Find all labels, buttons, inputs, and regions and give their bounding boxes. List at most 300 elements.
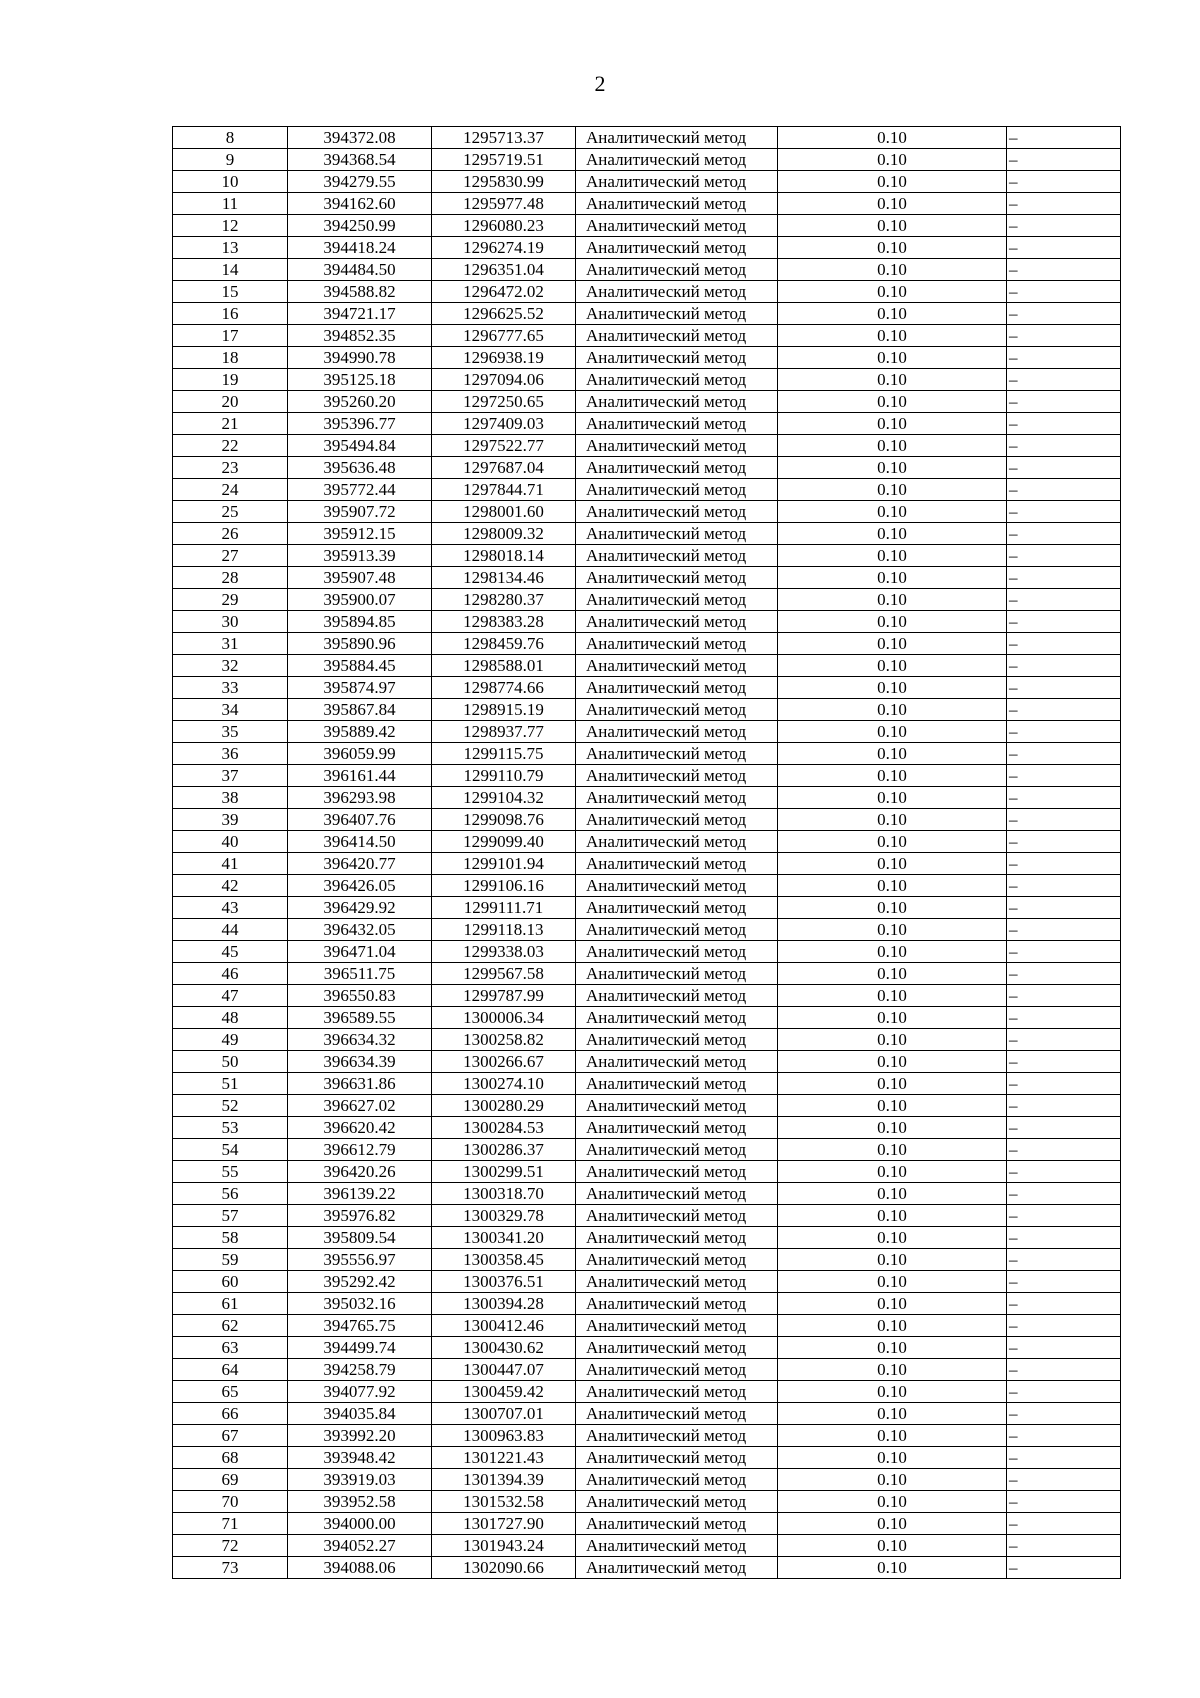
accuracy-cell: 0.10 [778, 1491, 1007, 1513]
accuracy-cell: 0.10 [778, 589, 1007, 611]
y-coordinate-cell: 1299101.94 [432, 853, 576, 875]
table-row [173, 963, 1121, 985]
accuracy-cell: 0.10 [778, 237, 1007, 259]
x-coordinate-cell: 396511.75 [288, 963, 432, 985]
accuracy-cell: 0.10 [778, 743, 1007, 765]
point-number-cell: 71 [173, 1513, 288, 1535]
table-row [173, 1095, 1121, 1117]
table-row [173, 523, 1121, 545]
x-coordinate-cell: 395889.42 [288, 721, 432, 743]
point-number-cell: 60 [173, 1271, 288, 1293]
point-number-cell: 50 [173, 1051, 288, 1073]
x-coordinate-cell: 393948.42 [288, 1447, 432, 1469]
x-coordinate-cell: 394250.99 [288, 215, 432, 237]
y-coordinate-cell: 1301727.90 [432, 1513, 576, 1535]
y-coordinate-cell: 1301221.43 [432, 1447, 576, 1469]
accuracy-cell: 0.10 [778, 1447, 1007, 1469]
method-cell: Аналитический метод [576, 193, 778, 215]
table-row [173, 545, 1121, 567]
x-coordinate-cell: 396631.86 [288, 1073, 432, 1095]
x-coordinate-cell: 394077.92 [288, 1381, 432, 1403]
note-cell: – [1007, 897, 1121, 919]
table-row [173, 1469, 1121, 1491]
method-cell: Аналитический метод [576, 127, 778, 149]
x-coordinate-cell: 394588.82 [288, 281, 432, 303]
y-coordinate-cell: 1298018.14 [432, 545, 576, 567]
y-coordinate-cell: 1296625.52 [432, 303, 576, 325]
table-row [173, 831, 1121, 853]
accuracy-cell: 0.10 [778, 875, 1007, 897]
point-number-cell: 68 [173, 1447, 288, 1469]
point-number-cell: 52 [173, 1095, 288, 1117]
note-cell: – [1007, 853, 1121, 875]
note-cell: – [1007, 699, 1121, 721]
method-cell: Аналитический метод [576, 963, 778, 985]
y-coordinate-cell: 1297844.71 [432, 479, 576, 501]
accuracy-cell: 0.10 [778, 435, 1007, 457]
note-cell: – [1007, 743, 1121, 765]
method-cell: Аналитический метод [576, 171, 778, 193]
method-cell: Аналитический метод [576, 1095, 778, 1117]
method-cell: Аналитический метод [576, 765, 778, 787]
point-number-cell: 12 [173, 215, 288, 237]
note-cell: – [1007, 1205, 1121, 1227]
x-coordinate-cell: 396620.42 [288, 1117, 432, 1139]
accuracy-cell: 0.10 [778, 985, 1007, 1007]
x-coordinate-cell: 396589.55 [288, 1007, 432, 1029]
method-cell: Аналитический метод [576, 655, 778, 677]
method-cell: Аналитический метод [576, 1425, 778, 1447]
note-cell: – [1007, 1139, 1121, 1161]
y-coordinate-cell: 1300329.78 [432, 1205, 576, 1227]
point-number-cell: 20 [173, 391, 288, 413]
x-coordinate-cell: 395556.97 [288, 1249, 432, 1271]
note-cell: – [1007, 281, 1121, 303]
y-coordinate-cell: 1301394.39 [432, 1469, 576, 1491]
y-coordinate-cell: 1297687.04 [432, 457, 576, 479]
note-cell: – [1007, 391, 1121, 413]
y-coordinate-cell: 1296472.02 [432, 281, 576, 303]
note-cell: – [1007, 611, 1121, 633]
method-cell: Аналитический метод [576, 1249, 778, 1271]
point-number-cell: 63 [173, 1337, 288, 1359]
accuracy-cell: 0.10 [778, 941, 1007, 963]
method-cell: Аналитический метод [576, 545, 778, 567]
accuracy-cell: 0.10 [778, 215, 1007, 237]
note-cell: – [1007, 457, 1121, 479]
accuracy-cell: 0.10 [778, 391, 1007, 413]
point-number-cell: 55 [173, 1161, 288, 1183]
point-number-cell: 44 [173, 919, 288, 941]
point-number-cell: 23 [173, 457, 288, 479]
x-coordinate-cell: 395894.85 [288, 611, 432, 633]
method-cell: Аналитический метод [576, 413, 778, 435]
note-cell: – [1007, 1073, 1121, 1095]
point-number-cell: 14 [173, 259, 288, 281]
method-cell: Аналитический метод [576, 1051, 778, 1073]
x-coordinate-cell: 395907.72 [288, 501, 432, 523]
note-cell: – [1007, 721, 1121, 743]
table-row [173, 1491, 1121, 1513]
point-number-cell: 57 [173, 1205, 288, 1227]
accuracy-cell: 0.10 [778, 1403, 1007, 1425]
table-row [173, 809, 1121, 831]
point-number-cell: 16 [173, 303, 288, 325]
note-cell: – [1007, 501, 1121, 523]
accuracy-cell: 0.10 [778, 259, 1007, 281]
point-number-cell: 19 [173, 369, 288, 391]
note-cell: – [1007, 1117, 1121, 1139]
accuracy-cell: 0.10 [778, 1139, 1007, 1161]
accuracy-cell: 0.10 [778, 413, 1007, 435]
note-cell: – [1007, 237, 1121, 259]
note-cell: – [1007, 919, 1121, 941]
accuracy-cell: 0.10 [778, 523, 1007, 545]
point-number-cell: 67 [173, 1425, 288, 1447]
note-cell: – [1007, 1359, 1121, 1381]
note-cell: – [1007, 1271, 1121, 1293]
method-cell: Аналитический метод [576, 1513, 778, 1535]
y-coordinate-cell: 1295719.51 [432, 149, 576, 171]
accuracy-cell: 0.10 [778, 809, 1007, 831]
table-row [173, 1381, 1121, 1403]
point-number-cell: 27 [173, 545, 288, 567]
point-number-cell: 13 [173, 237, 288, 259]
note-cell: – [1007, 1469, 1121, 1491]
x-coordinate-cell: 394035.84 [288, 1403, 432, 1425]
y-coordinate-cell: 1298001.60 [432, 501, 576, 523]
note-cell: – [1007, 589, 1121, 611]
table-row [173, 149, 1121, 171]
x-coordinate-cell: 396550.83 [288, 985, 432, 1007]
method-cell: Аналитический метод [576, 985, 778, 1007]
accuracy-cell: 0.10 [778, 193, 1007, 215]
table-row [173, 215, 1121, 237]
accuracy-cell: 0.10 [778, 325, 1007, 347]
table-row [173, 1271, 1121, 1293]
method-cell: Аналитический метод [576, 435, 778, 457]
table-row [173, 1029, 1121, 1051]
table-row [173, 1425, 1121, 1447]
accuracy-cell: 0.10 [778, 127, 1007, 149]
accuracy-cell: 0.10 [778, 1271, 1007, 1293]
accuracy-cell: 0.10 [778, 963, 1007, 985]
accuracy-cell: 0.10 [778, 1425, 1007, 1447]
note-cell: – [1007, 1447, 1121, 1469]
note-cell: – [1007, 215, 1121, 237]
note-cell: – [1007, 963, 1121, 985]
point-number-cell: 59 [173, 1249, 288, 1271]
method-cell: Аналитический метод [576, 369, 778, 391]
note-cell: – [1007, 677, 1121, 699]
accuracy-cell: 0.10 [778, 765, 1007, 787]
x-coordinate-cell: 396432.05 [288, 919, 432, 941]
note-cell: – [1007, 831, 1121, 853]
accuracy-cell: 0.10 [778, 281, 1007, 303]
point-number-cell: 43 [173, 897, 288, 919]
y-coordinate-cell: 1296274.19 [432, 237, 576, 259]
method-cell: Аналитический метод [576, 1271, 778, 1293]
x-coordinate-cell: 396139.22 [288, 1183, 432, 1205]
point-number-cell: 58 [173, 1227, 288, 1249]
accuracy-cell: 0.10 [778, 1381, 1007, 1403]
x-coordinate-cell: 395809.54 [288, 1227, 432, 1249]
table-row [173, 589, 1121, 611]
table-row [173, 787, 1121, 809]
note-cell: – [1007, 1183, 1121, 1205]
x-coordinate-cell: 394052.27 [288, 1535, 432, 1557]
accuracy-cell: 0.10 [778, 787, 1007, 809]
method-cell: Аналитический метод [576, 215, 778, 237]
table-row [173, 677, 1121, 699]
table-row [173, 1183, 1121, 1205]
point-number-cell: 22 [173, 435, 288, 457]
table-row [173, 1249, 1121, 1271]
method-cell: Аналитический метод [576, 699, 778, 721]
table-row [173, 1073, 1121, 1095]
table-row [173, 1293, 1121, 1315]
x-coordinate-cell: 394499.74 [288, 1337, 432, 1359]
point-number-cell: 8 [173, 127, 288, 149]
table-row [173, 1117, 1121, 1139]
table-row [173, 1315, 1121, 1337]
note-cell: – [1007, 1029, 1121, 1051]
table-row [173, 743, 1121, 765]
point-number-cell: 62 [173, 1315, 288, 1337]
method-cell: Аналитический метод [576, 1447, 778, 1469]
x-coordinate-cell: 396612.79 [288, 1139, 432, 1161]
accuracy-cell: 0.10 [778, 677, 1007, 699]
x-coordinate-cell: 396161.44 [288, 765, 432, 787]
x-coordinate-cell: 395494.84 [288, 435, 432, 457]
method-cell: Аналитический метод [576, 809, 778, 831]
accuracy-cell: 0.10 [778, 567, 1007, 589]
accuracy-cell: 0.10 [778, 1249, 1007, 1271]
x-coordinate-cell: 395867.84 [288, 699, 432, 721]
note-cell: – [1007, 1161, 1121, 1183]
method-cell: Аналитический метод [576, 589, 778, 611]
point-number-cell: 11 [173, 193, 288, 215]
note-cell: – [1007, 1315, 1121, 1337]
point-number-cell: 9 [173, 149, 288, 171]
accuracy-cell: 0.10 [778, 721, 1007, 743]
note-cell: – [1007, 809, 1121, 831]
table-row [173, 259, 1121, 281]
method-cell: Аналитический метод [576, 523, 778, 545]
table-row [173, 1161, 1121, 1183]
point-number-cell: 42 [173, 875, 288, 897]
accuracy-cell: 0.10 [778, 1535, 1007, 1557]
table-row [173, 391, 1121, 413]
table-row [173, 1403, 1121, 1425]
note-cell: – [1007, 127, 1121, 149]
accuracy-cell: 0.10 [778, 1337, 1007, 1359]
accuracy-cell: 0.10 [778, 1293, 1007, 1315]
y-coordinate-cell: 1300341.20 [432, 1227, 576, 1249]
method-cell: Аналитический метод [576, 567, 778, 589]
y-coordinate-cell: 1300459.42 [432, 1381, 576, 1403]
table-row [173, 237, 1121, 259]
y-coordinate-cell: 1296351.04 [432, 259, 576, 281]
method-cell: Аналитический метод [576, 721, 778, 743]
x-coordinate-cell: 396420.77 [288, 853, 432, 875]
y-coordinate-cell: 1299787.99 [432, 985, 576, 1007]
accuracy-cell: 0.10 [778, 1051, 1007, 1073]
y-coordinate-cell: 1295830.99 [432, 171, 576, 193]
point-number-cell: 30 [173, 611, 288, 633]
x-coordinate-cell: 394279.55 [288, 171, 432, 193]
point-number-cell: 25 [173, 501, 288, 523]
method-cell: Аналитический метод [576, 677, 778, 699]
x-coordinate-cell: 395396.77 [288, 413, 432, 435]
accuracy-cell: 0.10 [778, 1007, 1007, 1029]
y-coordinate-cell: 1300358.45 [432, 1249, 576, 1271]
y-coordinate-cell: 1299104.32 [432, 787, 576, 809]
table-row [173, 457, 1121, 479]
y-coordinate-cell: 1300412.46 [432, 1315, 576, 1337]
y-coordinate-cell: 1300284.53 [432, 1117, 576, 1139]
accuracy-cell: 0.10 [778, 457, 1007, 479]
note-cell: – [1007, 369, 1121, 391]
note-cell: – [1007, 1051, 1121, 1073]
method-cell: Аналитический метод [576, 281, 778, 303]
accuracy-cell: 0.10 [778, 699, 1007, 721]
point-number-cell: 28 [173, 567, 288, 589]
table-row [173, 479, 1121, 501]
method-cell: Аналитический метод [576, 897, 778, 919]
method-cell: Аналитический метод [576, 1117, 778, 1139]
table-row [173, 1205, 1121, 1227]
x-coordinate-cell: 396634.39 [288, 1051, 432, 1073]
x-coordinate-cell: 395032.16 [288, 1293, 432, 1315]
x-coordinate-cell: 394258.79 [288, 1359, 432, 1381]
y-coordinate-cell: 1300266.67 [432, 1051, 576, 1073]
accuracy-cell: 0.10 [778, 853, 1007, 875]
y-coordinate-cell: 1301532.58 [432, 1491, 576, 1513]
method-cell: Аналитический метод [576, 875, 778, 897]
x-coordinate-cell: 395907.48 [288, 567, 432, 589]
x-coordinate-cell: 395260.20 [288, 391, 432, 413]
x-coordinate-cell: 396426.05 [288, 875, 432, 897]
y-coordinate-cell: 1301943.24 [432, 1535, 576, 1557]
accuracy-cell: 0.10 [778, 1359, 1007, 1381]
y-coordinate-cell: 1300707.01 [432, 1403, 576, 1425]
point-number-cell: 56 [173, 1183, 288, 1205]
point-number-cell: 38 [173, 787, 288, 809]
y-coordinate-cell: 1297250.65 [432, 391, 576, 413]
x-coordinate-cell: 394162.60 [288, 193, 432, 215]
x-coordinate-cell: 396627.02 [288, 1095, 432, 1117]
point-number-cell: 37 [173, 765, 288, 787]
point-number-cell: 73 [173, 1557, 288, 1579]
point-number-cell: 45 [173, 941, 288, 963]
accuracy-cell: 0.10 [778, 1029, 1007, 1051]
note-cell: – [1007, 435, 1121, 457]
table-row [173, 1535, 1121, 1557]
point-number-cell: 65 [173, 1381, 288, 1403]
y-coordinate-cell: 1298588.01 [432, 655, 576, 677]
method-cell: Аналитический метод [576, 611, 778, 633]
table-row [173, 941, 1121, 963]
note-cell: – [1007, 413, 1121, 435]
point-number-cell: 40 [173, 831, 288, 853]
method-cell: Аналитический метод [576, 457, 778, 479]
y-coordinate-cell: 1298937.77 [432, 721, 576, 743]
note-cell: – [1007, 1513, 1121, 1535]
method-cell: Аналитический метод [576, 1183, 778, 1205]
point-number-cell: 66 [173, 1403, 288, 1425]
point-number-cell: 29 [173, 589, 288, 611]
point-number-cell: 24 [173, 479, 288, 501]
x-coordinate-cell: 394765.75 [288, 1315, 432, 1337]
point-number-cell: 64 [173, 1359, 288, 1381]
x-coordinate-cell: 394721.17 [288, 303, 432, 325]
method-cell: Аналитический метод [576, 149, 778, 171]
y-coordinate-cell: 1295977.48 [432, 193, 576, 215]
table-row [173, 1007, 1121, 1029]
method-cell: Аналитический метод [576, 237, 778, 259]
y-coordinate-cell: 1300394.28 [432, 1293, 576, 1315]
method-cell: Аналитический метод [576, 1469, 778, 1491]
note-cell: – [1007, 567, 1121, 589]
table-row [173, 1227, 1121, 1249]
table-row [173, 501, 1121, 523]
x-coordinate-cell: 395912.15 [288, 523, 432, 545]
note-cell: – [1007, 171, 1121, 193]
note-cell: – [1007, 303, 1121, 325]
table-row [173, 171, 1121, 193]
x-coordinate-cell: 394418.24 [288, 237, 432, 259]
x-coordinate-cell: 396414.50 [288, 831, 432, 853]
x-coordinate-cell: 396471.04 [288, 941, 432, 963]
accuracy-cell: 0.10 [778, 1513, 1007, 1535]
y-coordinate-cell: 1300006.34 [432, 1007, 576, 1029]
method-cell: Аналитический метод [576, 1403, 778, 1425]
method-cell: Аналитический метод [576, 1161, 778, 1183]
accuracy-cell: 0.10 [778, 501, 1007, 523]
x-coordinate-cell: 395292.42 [288, 1271, 432, 1293]
note-cell: – [1007, 1227, 1121, 1249]
point-number-cell: 18 [173, 347, 288, 369]
accuracy-cell: 0.10 [778, 1557, 1007, 1579]
method-cell: Аналитический метод [576, 1491, 778, 1513]
note-cell: – [1007, 985, 1121, 1007]
y-coordinate-cell: 1298280.37 [432, 589, 576, 611]
x-coordinate-cell: 394852.35 [288, 325, 432, 347]
x-coordinate-cell: 393919.03 [288, 1469, 432, 1491]
y-coordinate-cell: 1300299.51 [432, 1161, 576, 1183]
accuracy-cell: 0.10 [778, 1183, 1007, 1205]
table-row [173, 721, 1121, 743]
x-coordinate-cell: 395913.39 [288, 545, 432, 567]
x-coordinate-cell: 395874.97 [288, 677, 432, 699]
accuracy-cell: 0.10 [778, 1469, 1007, 1491]
note-cell: – [1007, 1491, 1121, 1513]
x-coordinate-cell: 394372.08 [288, 127, 432, 149]
table-row [173, 919, 1121, 941]
x-coordinate-cell: 395976.82 [288, 1205, 432, 1227]
point-number-cell: 17 [173, 325, 288, 347]
table-row [173, 611, 1121, 633]
note-cell: – [1007, 1095, 1121, 1117]
accuracy-cell: 0.10 [778, 171, 1007, 193]
y-coordinate-cell: 1299110.79 [432, 765, 576, 787]
accuracy-cell: 0.10 [778, 919, 1007, 941]
note-cell: – [1007, 875, 1121, 897]
x-coordinate-cell: 393952.58 [288, 1491, 432, 1513]
point-number-cell: 41 [173, 853, 288, 875]
y-coordinate-cell: 1300963.83 [432, 1425, 576, 1447]
